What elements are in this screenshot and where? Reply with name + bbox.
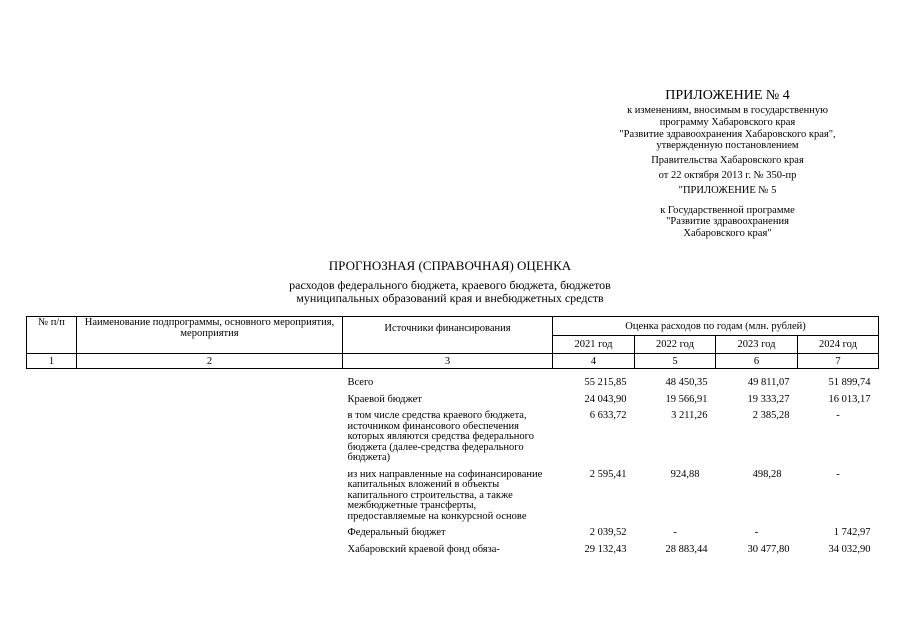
row-value: -	[754, 527, 759, 538]
appendix-line: "Развитие здравоохранения	[666, 216, 789, 228]
column-number: 7	[798, 354, 879, 369]
row-value: -	[836, 468, 840, 480]
header-year: 2022 год	[635, 336, 716, 354]
appendix-block	[575, 88, 880, 240]
row-value: 924,88	[670, 468, 700, 480]
document-subtitle: расходов федерального бюджета, краевого бюджета, бюджетов	[289, 278, 611, 292]
appendix-title: ПРИЛОЖЕНИЕ № 4	[665, 88, 790, 103]
appendix-line: Хабаровского края"	[683, 228, 772, 240]
column-number: 5	[635, 354, 716, 369]
row-value: 29 132,43	[584, 543, 627, 555]
column-number: 6	[716, 354, 798, 369]
column-number: 4	[553, 354, 635, 369]
table-row	[27, 389, 879, 406]
row-source: Краевой бюджет	[347, 393, 422, 405]
row-value: 19 333,27	[747, 393, 790, 405]
row-source: в том числе средства краевого бюджета, источником финансового обеспечения которых являются средства федерального бюджета (далее-средства федерального бюджета)	[347, 410, 534, 463]
row-source: Хабаровский краевой фонд обяза-	[347, 543, 500, 555]
row-value: 48 450,35	[665, 377, 708, 388]
appendix-line: "Развитие здравоохранения Хабаровского края",	[619, 128, 836, 140]
row-value: 6 633,72	[589, 410, 627, 421]
appendix-line: Правительства Хабаровского края	[651, 155, 804, 167]
appendix-line: программу Хабаровского края	[659, 116, 796, 128]
row-value: 2 595,41	[589, 468, 627, 480]
appendix-line: к Государственной программе	[660, 204, 795, 216]
header-estimate: Оценка расходов по годам (млн. рублей)	[553, 317, 879, 336]
table-row	[27, 522, 879, 539]
document-title: ПРОГНОЗНАЯ (СПРАВОЧНАЯ) ОЦЕНКА	[328, 258, 572, 273]
row-value: 24 043,90	[584, 393, 627, 405]
row-source: из них направленные на софинансирование капитальных вложений в объекты капитального строительства, а также межбюджетные трансферты, предоставляемые на конкурсной основе	[347, 468, 543, 522]
row-value: 498,28	[752, 468, 782, 480]
row-value: 51 899,74	[828, 377, 871, 388]
appendix-line: от 22 октября 2013 г. № 350-пр	[658, 169, 797, 181]
row-value: 1 742,97	[833, 527, 871, 538]
appendix-line: "ПРИЛОЖЕНИЕ № 5	[678, 184, 777, 196]
header-source: Источники финансирования	[343, 317, 553, 354]
row-value: 16 013,17	[828, 393, 871, 405]
column-number: 2	[77, 354, 343, 369]
row-value: 3 211,26	[671, 410, 708, 421]
row-value: -	[836, 410, 840, 421]
appendix-line: утвержденную постановлением	[656, 140, 799, 152]
table-row	[27, 464, 879, 523]
row-value: 19 566,91	[665, 393, 708, 405]
table-row	[27, 369, 879, 389]
appendix-line: к изменениям, вносимым в государственную	[627, 105, 828, 116]
row-value: 28 883,44	[665, 543, 708, 555]
column-number: 1	[27, 354, 77, 369]
budget-table	[26, 316, 879, 555]
table-row	[27, 405, 879, 464]
header-year: 2023 год	[716, 336, 798, 354]
header-year: 2024 год	[798, 336, 879, 354]
row-value: -	[673, 527, 677, 538]
document-subtitle: муниципальных образований края и внебюджетных средств	[296, 290, 604, 305]
row-source: Федеральный бюджет	[347, 527, 446, 538]
row-value: 49 811,07	[747, 377, 790, 388]
row-value: 30 477,80	[747, 543, 790, 555]
row-value: 34 032,90	[828, 543, 871, 555]
row-source: Всего	[347, 377, 374, 388]
document-heading	[140, 258, 760, 304]
header-num: № п/п	[27, 317, 77, 354]
header-name: Наименование подпрограммы, основного мероприятия, мероприятия	[77, 317, 343, 354]
row-value: 55 215,85	[584, 377, 627, 388]
column-number: 3	[343, 354, 553, 369]
table-row	[27, 539, 879, 556]
header-year: 2021 год	[553, 336, 635, 354]
row-value: 2 039,52	[589, 527, 627, 538]
row-value: 2 385,28	[752, 410, 790, 421]
